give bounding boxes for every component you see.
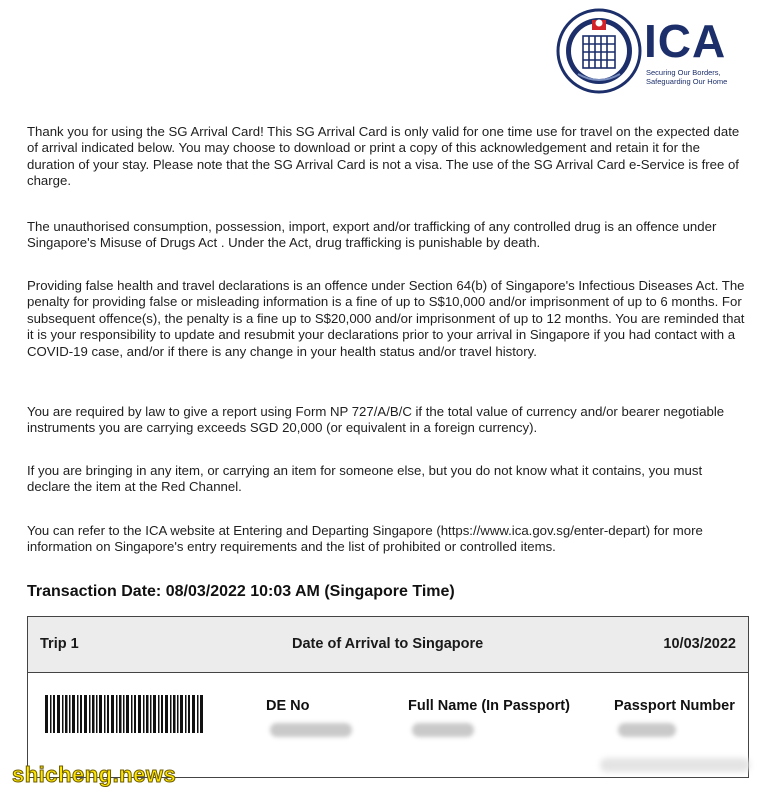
full-name-label: Full Name (In Passport) bbox=[408, 698, 570, 714]
trip-label: Trip 1 bbox=[40, 636, 79, 652]
tagline-line-2: Safeguarding Our Home bbox=[646, 77, 728, 86]
barcode-icon bbox=[45, 695, 205, 733]
redaction-smudge bbox=[600, 758, 750, 772]
ica-seal-icon bbox=[556, 8, 642, 94]
paragraph-ica-website: You can refer to the ICA website at Entering and Departing Singapore (https://www.ica.gov.sg/enter-depart) for more information on Singapore's entry requirements and the list of prohibited or controlled items. bbox=[27, 523, 703, 555]
full-name-redacted bbox=[412, 723, 474, 737]
paragraph-red-channel: If you are bringing in any item, or carrying an item for someone else, but you do not know what it contains, you must declare the item at the Red Channel. bbox=[27, 463, 703, 495]
trip-card bbox=[27, 616, 749, 778]
paragraph-drugs: The unauthorised consumption, possession, import, export and/or trafficking of any controlled drug is an offence under Singapore's Misuse of Drugs Act . Under the Act, drug trafficking is punishable by death. bbox=[27, 219, 717, 251]
ica-tagline bbox=[646, 68, 736, 86]
ica-wordmark: ICA bbox=[644, 15, 727, 67]
arrival-date-value: 10/03/2022 bbox=[663, 636, 736, 652]
arrival-date-label: Date of Arrival to Singapore bbox=[292, 636, 484, 652]
paragraph-validity: Thank you for using the SG Arrival Card! This SG Arrival Card is only valid for one time use for travel on the expected date of arrival indicated below. You may choose to download or print a copy of this acknowledgement and retain it for the duration of your stay. Please note that the SG Arrival Card is not a visa. The use of the SG Arrival Card e-Service is free of charge. bbox=[27, 124, 740, 189]
paragraph-health-declaration: Providing false health and travel declarations is an offence under Section 64(b) of Singapore's Infectious Diseases Act. The penalty for providing false or misleading information is a fine of up to S$10,000 and/or imprisonment of up to 6 months. For subsequent offence(s), the penalty is a fine up to S$20,000 and/or imprisonment of up to 12 months. You are reminded that it is your responsibility to update and resubmit your declarations prior to your arrival in Singapore if you had contact with a COVID-19 case, and/or if there is any change in your health status and/or travel history. bbox=[27, 278, 745, 359]
passport-number-redacted bbox=[618, 723, 676, 737]
transaction-date: Transaction Date: 08/03/2022 10:03 AM (Singapore Time) bbox=[27, 583, 455, 600]
de-no-label: DE No bbox=[266, 698, 310, 714]
passport-number-label: Passport Number bbox=[614, 698, 735, 714]
tagline-line-1: Securing Our Borders, bbox=[646, 68, 721, 77]
de-no-redacted bbox=[270, 723, 352, 737]
trip-header bbox=[28, 617, 748, 673]
ica-logo bbox=[556, 8, 736, 98]
paragraph-currency: You are required by law to give a report using Form NP 727/A/B/C if the total value of currency and/or bearer negotiable instruments you are carrying exceeds SGD 20,000 (or equivalent in a foreign currency). bbox=[27, 404, 725, 436]
watermark: shicheng.news bbox=[12, 762, 177, 787]
